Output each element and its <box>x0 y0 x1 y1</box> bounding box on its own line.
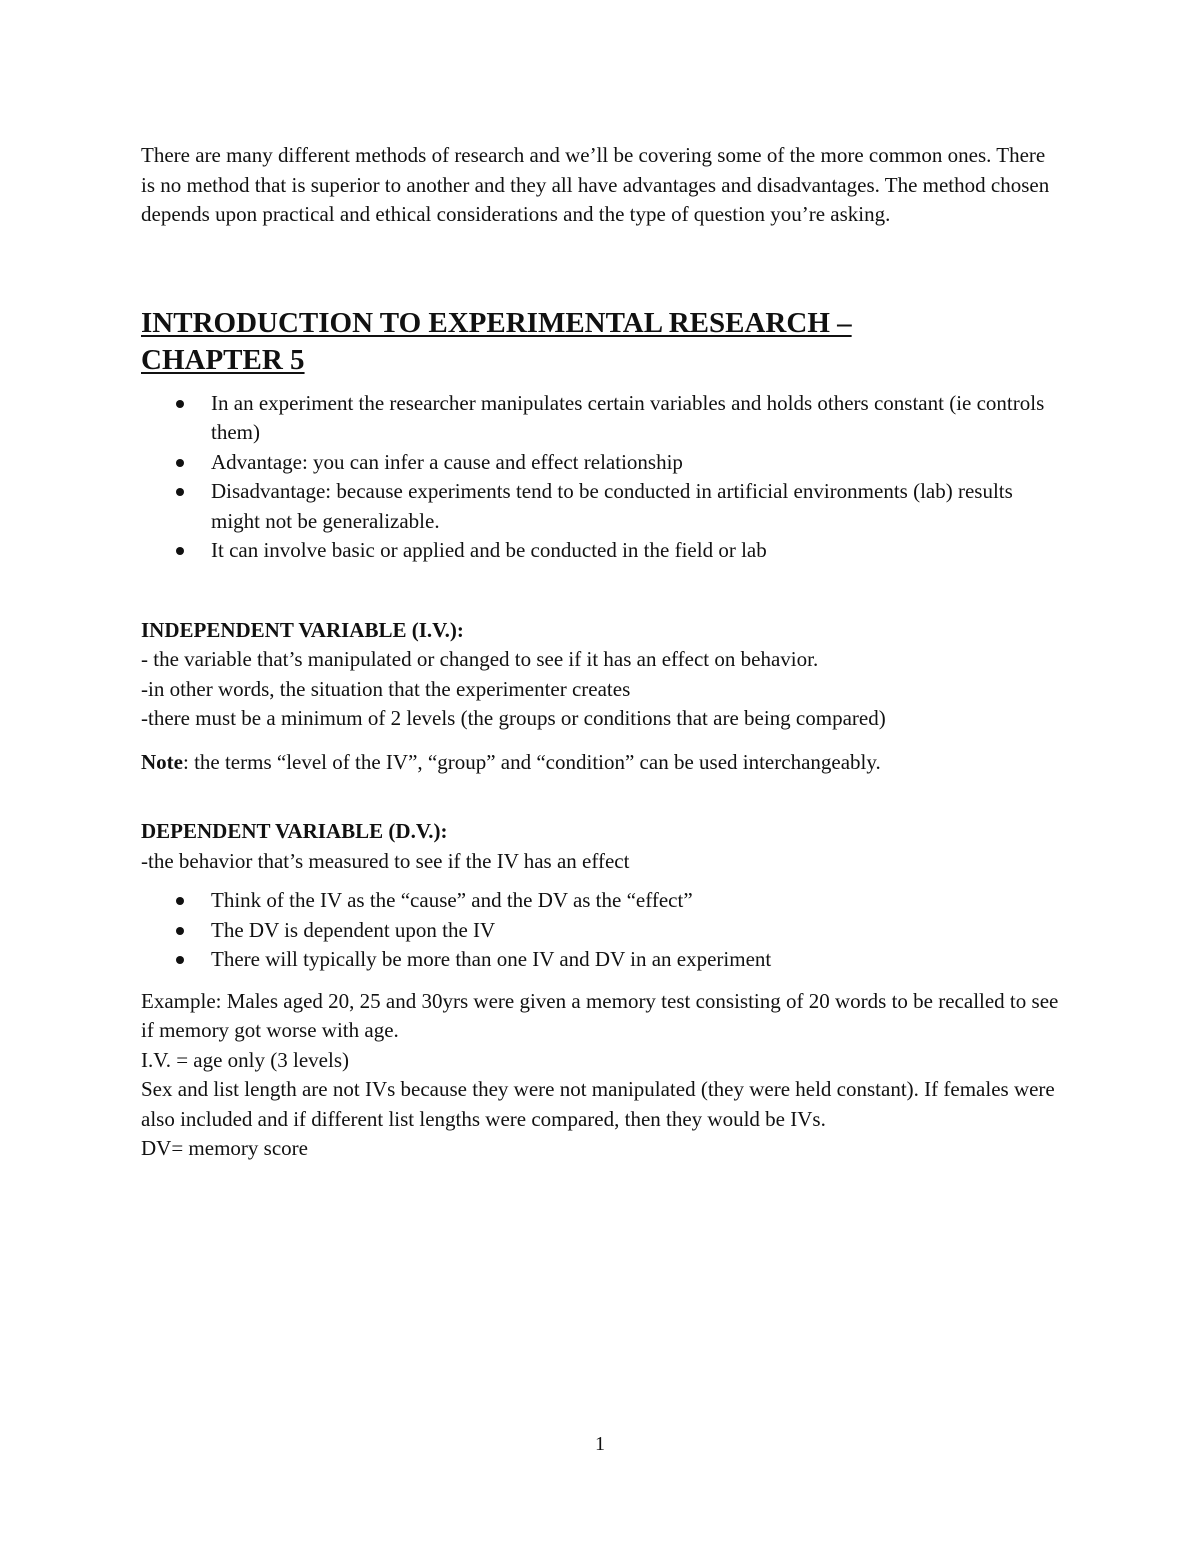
note-label: Note <box>141 749 183 774</box>
bullet-icon <box>176 459 184 467</box>
bullet-icon <box>176 488 184 496</box>
bullet-icon <box>176 927 184 935</box>
bullet-icon <box>176 897 184 905</box>
bullet-text: Disadvantage: because experiments tend to be conducted in artificial environments (lab) results might not be generalizable. <box>211 479 1013 533</box>
bullet-text: Advantage: you can infer a cause and effect relationship <box>211 449 683 474</box>
list-item <box>141 916 1061 946</box>
page-number: 1 <box>595 1433 605 1455</box>
iv-line: -in other words, the situation that the experimenter creates <box>141 676 631 701</box>
iv-note <box>141 748 1061 778</box>
dv-bullet-list <box>141 886 1061 975</box>
intro-paragraph: There are many different methods of research and we’ll be covering some of the more common ones. There is no method that is superior to another and they all have advantages and disadvantages. The method chosen depends upon practical and ethical considerations and the type of question you’re asking. <box>141 143 1050 226</box>
bullet-text: It can involve basic or applied and be conducted in the field or lab <box>211 538 767 562</box>
note-text: : the terms “level of the IV”, “group” and “condition” can be used interchangeably. <box>182 749 881 774</box>
chapter-heading-line1: INTRODUCTION TO EXPERIMENTAL RESEARCH – <box>141 306 852 339</box>
example-paragraph: Example: Males aged 20, 25 and 30yrs were given a memory test consisting of 20 words to be recalled to see if memory got worse with age. <box>141 988 1059 1042</box>
list-item <box>141 536 1061 566</box>
bullet-text: Think of the IV as the “cause” and the DV as the “effect” <box>211 888 693 912</box>
dv-definition: -the behavior that’s measured to see if the IV has an effect <box>141 848 630 873</box>
bullet-icon <box>176 956 184 964</box>
example-explanation: Sex and list length are not IVs because they were not manipulated (they were held constant). If females were also included and if different list lengths were compared, then they would be IVs. <box>141 1077 1055 1131</box>
iv-heading: INDEPENDENT VARIABLE (I.V.): <box>141 617 464 642</box>
experiment-bullet-list <box>141 389 1061 566</box>
bullet-text: There will typically be more than one IV and DV in an experiment <box>211 947 772 971</box>
chapter-heading <box>141 305 1061 379</box>
bullet-icon <box>176 547 184 555</box>
list-item <box>141 389 1061 448</box>
iv-line: - the variable that’s manipulated or changed to see if it has an effect on behavior. <box>141 647 819 671</box>
example-iv-line: I.V. = age only (3 levels) <box>141 1047 349 1072</box>
list-item <box>141 945 1061 975</box>
page-content <box>141 141 1061 1164</box>
list-item <box>141 448 1061 478</box>
bullet-icon <box>176 400 184 408</box>
iv-line: -there must be a minimum of 2 levels (the groups or conditions that are being compared) <box>141 706 886 730</box>
chapter-heading-line2: CHAPTER 5 <box>141 343 305 376</box>
bullet-text: In an experiment the researcher manipulates certain variables and holds others constant (ie controls them) <box>211 390 1045 444</box>
example-dv-line: DV= memory score <box>141 1136 308 1160</box>
list-item <box>141 886 1061 916</box>
dv-heading: DEPENDENT VARIABLE (D.V.): <box>141 819 448 843</box>
list-item <box>141 477 1061 536</box>
bullet-text: The DV is dependent upon the IV <box>211 917 496 942</box>
